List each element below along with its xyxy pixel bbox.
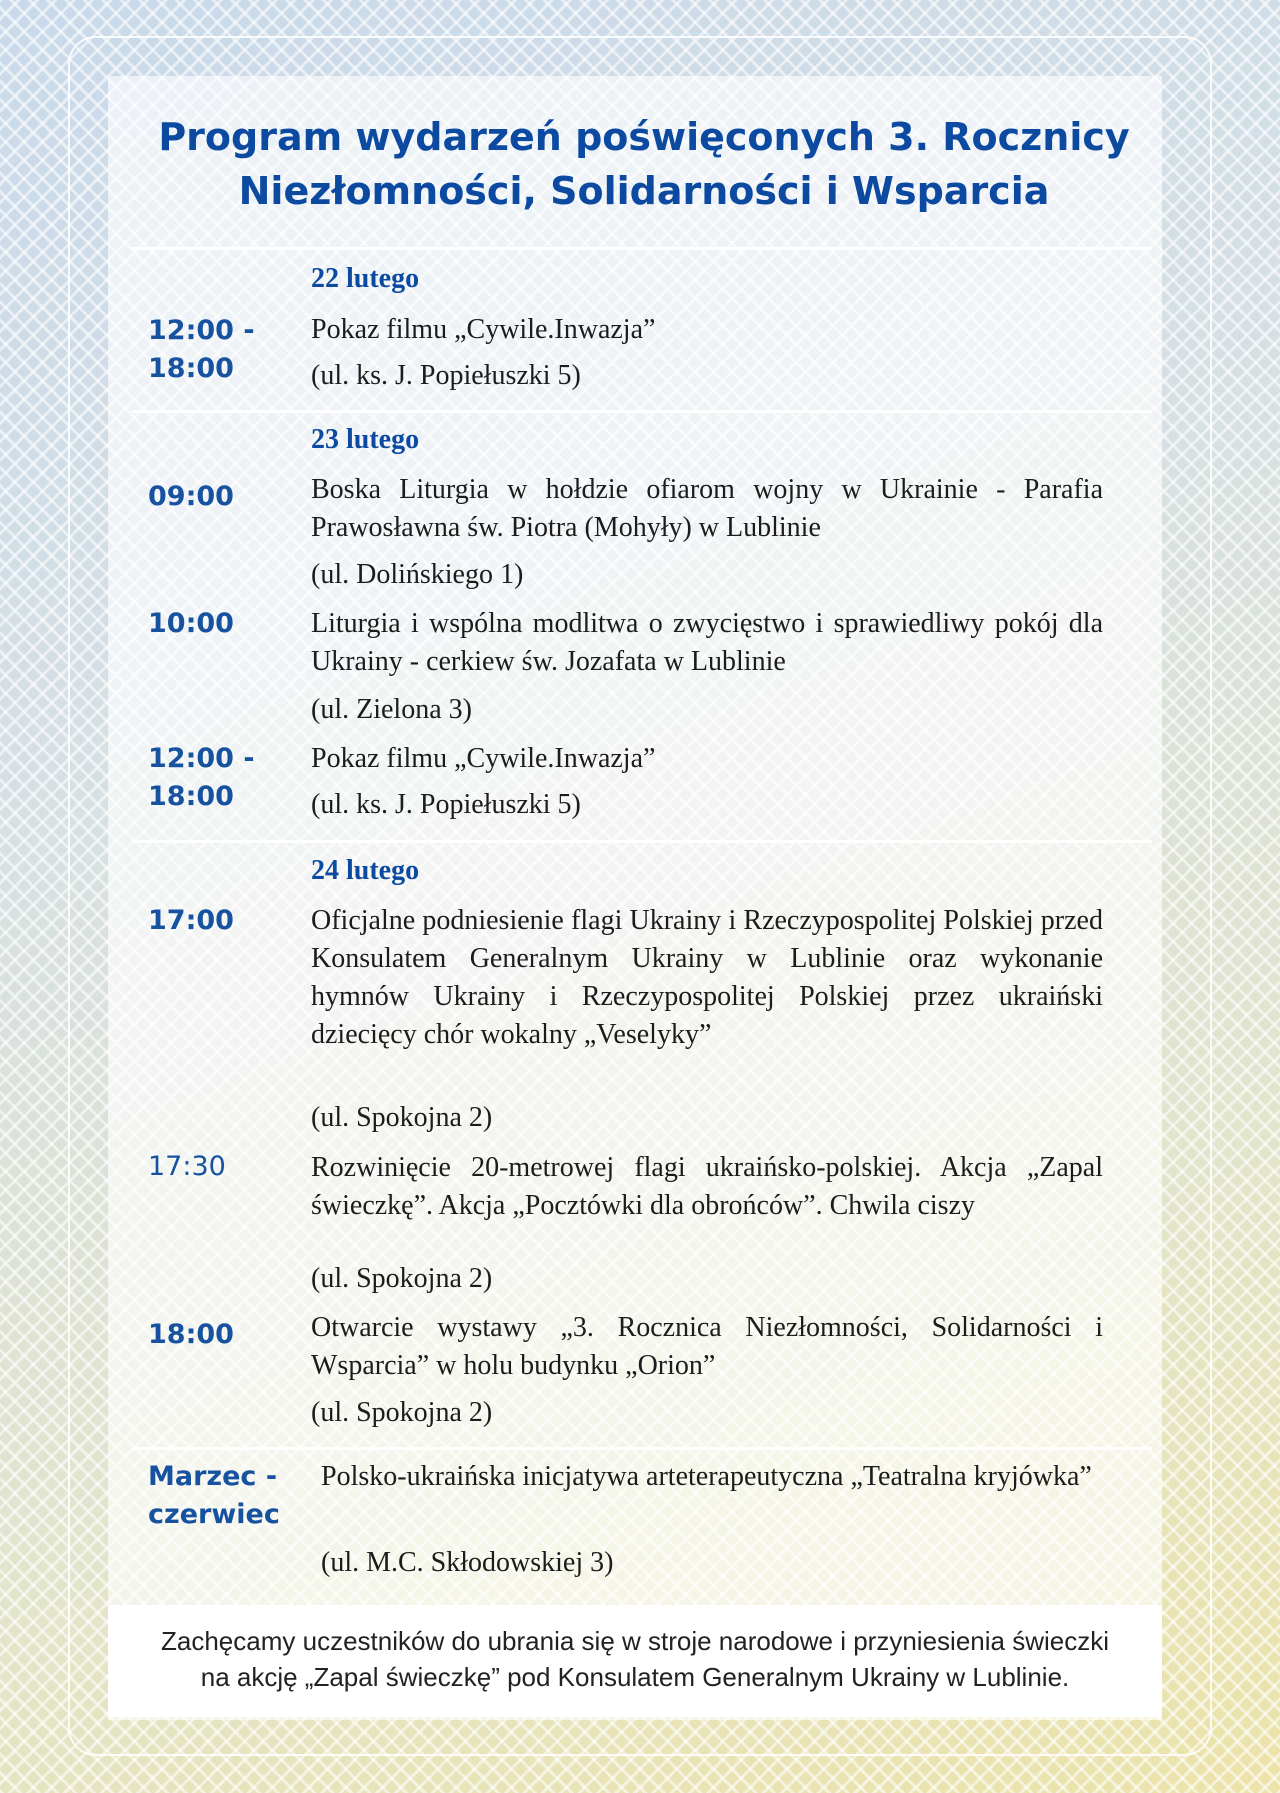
event-time	[148, 478, 278, 516]
event-location: (ul. M.C. Skłodowskiej 3)	[321, 1547, 614, 1578]
event-time-start: 18:00	[148, 1319, 234, 1350]
event-time	[148, 902, 278, 940]
footer-line-2: na akcję „Zapal świeczkę” pod Konsulatem Generalnym Ukrainy w Lublinie.	[200, 1662, 1070, 1692]
title-line-1: Program wydarzeń poświęconych 3. Rocznicy	[158, 115, 1130, 159]
event-time-end: czerwiec	[148, 1499, 280, 1530]
event-time-start: 17:30	[148, 1151, 226, 1182]
event-location: (ul. ks. J. Popiełuszki 5)	[311, 789, 581, 820]
event-time-start: 09:00	[148, 481, 234, 512]
divider	[132, 410, 1152, 413]
event-description: Pokaz filmu „Cywile.Inwazja”	[311, 743, 656, 774]
event-time	[148, 1316, 278, 1354]
event-time-start: 10:00	[148, 608, 234, 639]
divider	[132, 840, 1152, 843]
event-time-end: 18:00	[148, 781, 234, 812]
event-description: Oficjalne podniesienie flagi Ukrainy i Rzeczypospolitej Polskiej przed Konsulatem Generalnym Ukrainy w Lublinie oraz wykonanie hymnów Ukrainy i Rzeczypospolitej Polskiej przez ukraiński dziecięcy chór wokalny „Veselyky”	[311, 905, 1103, 1050]
event-time-start: 17:00	[148, 905, 234, 936]
event-description: Pokaz filmu „Cywile.Inwazja”	[311, 314, 656, 345]
divider	[132, 1447, 1152, 1450]
event-time-start: 12:00 -	[148, 743, 255, 774]
event-time-end: 18:00	[148, 353, 234, 384]
event-location: (ul. Dolińskiego 1)	[311, 559, 524, 590]
date-heading: 24 lutego	[311, 855, 420, 886]
event-location: (ul. Spokojna 2)	[311, 1263, 493, 1294]
event-location: (ul. Spokojna 2)	[311, 1397, 493, 1428]
event-description: Rozwinięcie 20-metrowej flagi ukraińsko-polskiej. Akcja „Zapal świeczkę”. Akcja „Pocztówki dla obrońców”. Chwila ciszy	[311, 1152, 1103, 1221]
footer-note	[108, 1623, 1162, 1695]
divider	[132, 247, 1152, 250]
event-time	[148, 1458, 278, 1534]
event-location: (ul. ks. J. Popiełuszki 5)	[311, 360, 581, 391]
event-time	[148, 312, 278, 388]
event-time-start: 12:00 -	[148, 315, 255, 346]
event-time	[148, 740, 278, 816]
page-title	[108, 110, 1180, 218]
event-description: Liturgia i wspólna modlitwa o zwycięstwo i sprawiedliwy pokój dla Ukrainy - cerkiew św. Jozafata w Lublinie	[311, 608, 1103, 677]
event-description: Polsko-ukraińska inicjatywa arteterapeutyczna „Teatralna kryjówka”	[321, 1461, 1092, 1492]
date-heading: 23 lutego	[311, 424, 420, 455]
event-time	[148, 1148, 278, 1186]
title-line-2: Niezłomności, Solidarności i Wsparcia	[238, 169, 1050, 213]
event-time-start: Marzec -	[148, 1461, 278, 1492]
event-description: Otwarcie wystawy „3. Rocznica Niezłomności, Solidarności i Wsparcia” w holu budynku „Orion”	[311, 1312, 1103, 1381]
event-location: (ul. Zielona 3)	[311, 694, 472, 725]
event-location: (ul. Spokojna 2)	[311, 1102, 493, 1133]
event-description: Boska Liturgia w hołdzie ofiarom wojny w Ukrainie - Parafia Prawosławna św. Piotra (Mohyły) w Lublinie	[311, 474, 1103, 543]
date-heading: 22 lutego	[311, 263, 420, 294]
event-time	[148, 605, 278, 643]
footer-line-1: Zachęcamy uczestników do ubrania się w stroje narodowe i przyniesienia świeczki	[161, 1626, 1109, 1656]
